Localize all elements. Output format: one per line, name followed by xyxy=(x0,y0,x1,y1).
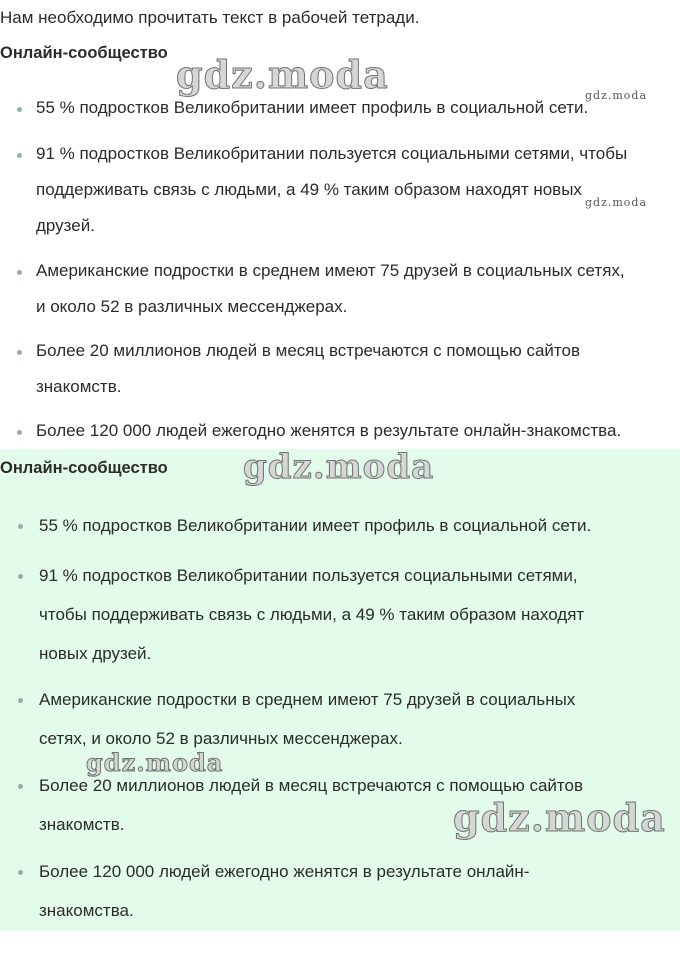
list-item-text: знакомств. xyxy=(39,815,125,834)
bullet-icon xyxy=(17,350,22,355)
watermark-logo: gdz.moda xyxy=(453,795,666,840)
list-item-text: Более 20 миллионов людей в месяц встречаются с помощью сайтов xyxy=(39,776,583,795)
list-item-text: новых друзей. xyxy=(39,644,152,663)
watermark-logo: gdz.moda xyxy=(86,748,224,777)
section-heading-1: Онлайн-сообщество xyxy=(0,44,168,62)
bullet-icon xyxy=(18,784,23,789)
bullet-icon xyxy=(17,153,22,158)
list-item xyxy=(18,766,680,844)
list-item-text: 55 % подростков Великобритании имеет профиль в социальной сети. xyxy=(36,98,589,117)
list-item-text: Более 20 миллионов людей в месяц встречаются с помощью сайтов xyxy=(36,341,580,360)
list-item xyxy=(17,90,680,126)
list-item-text: 55 % подростков Великобритании имеет профиль в социальной сети. xyxy=(39,516,592,535)
list-item-text: Более 120 000 людей ежегодно женятся в результате онлайн- xyxy=(39,862,530,881)
list-item xyxy=(17,253,680,325)
list-item xyxy=(18,680,680,758)
bullet-icon xyxy=(17,430,22,435)
list-item xyxy=(18,556,680,673)
watermark-logo: gdz.moda xyxy=(176,52,389,97)
list-item-text: поддерживать связь с людьми, а 49 % таким образом находят новых xyxy=(36,180,582,199)
list-item-text: Более 120 000 людей ежегодно женятся в результате онлайн-знакомства. xyxy=(36,421,622,440)
list-item xyxy=(17,333,680,405)
watermark-logo-small: gdz.moda xyxy=(585,196,648,209)
bullet-icon xyxy=(18,524,23,529)
list-item xyxy=(18,852,680,930)
intro-text: Нам необходимо прочитать текст в рабочей тетради. xyxy=(0,8,420,27)
bullet-icon xyxy=(17,270,22,275)
list-item xyxy=(17,413,680,449)
list-item-text: 91 % подростков Великобритании пользуется социальными сетями, чтобы xyxy=(36,144,628,163)
list-item xyxy=(18,506,680,545)
list-item-text: сетях, и около 52 в различных мессенджерах. xyxy=(39,729,403,748)
watermark-logo-small: gdz.moda xyxy=(585,89,648,102)
bullet-icon xyxy=(18,870,23,875)
section-heading-2: Онлайн-сообщество xyxy=(0,459,168,477)
list-item-text: Американские подростки в среднем имеют 75 друзей в социальных сетях, xyxy=(36,261,625,280)
bullet-icon xyxy=(17,107,22,112)
bullet-icon xyxy=(18,574,23,579)
list-item-text: 91 % подростков Великобритании пользуется социальными сетями, xyxy=(39,566,578,585)
list-item-text: и около 52 в различных мессенджерах. xyxy=(36,297,348,316)
list-item xyxy=(17,136,680,244)
list-item-text: знакомства. xyxy=(39,901,134,920)
bullet-icon xyxy=(18,698,23,703)
list-item-text: Американские подростки в среднем имеют 75 друзей в социальных xyxy=(39,690,576,709)
list-item-text: знакомств. xyxy=(36,377,122,396)
list-item-text: чтобы поддерживать связь с людьми, а 49 % таким образом находят xyxy=(39,605,585,624)
watermark-logo: gdz.moda xyxy=(243,447,435,487)
list-item-text: друзей. xyxy=(36,216,95,235)
